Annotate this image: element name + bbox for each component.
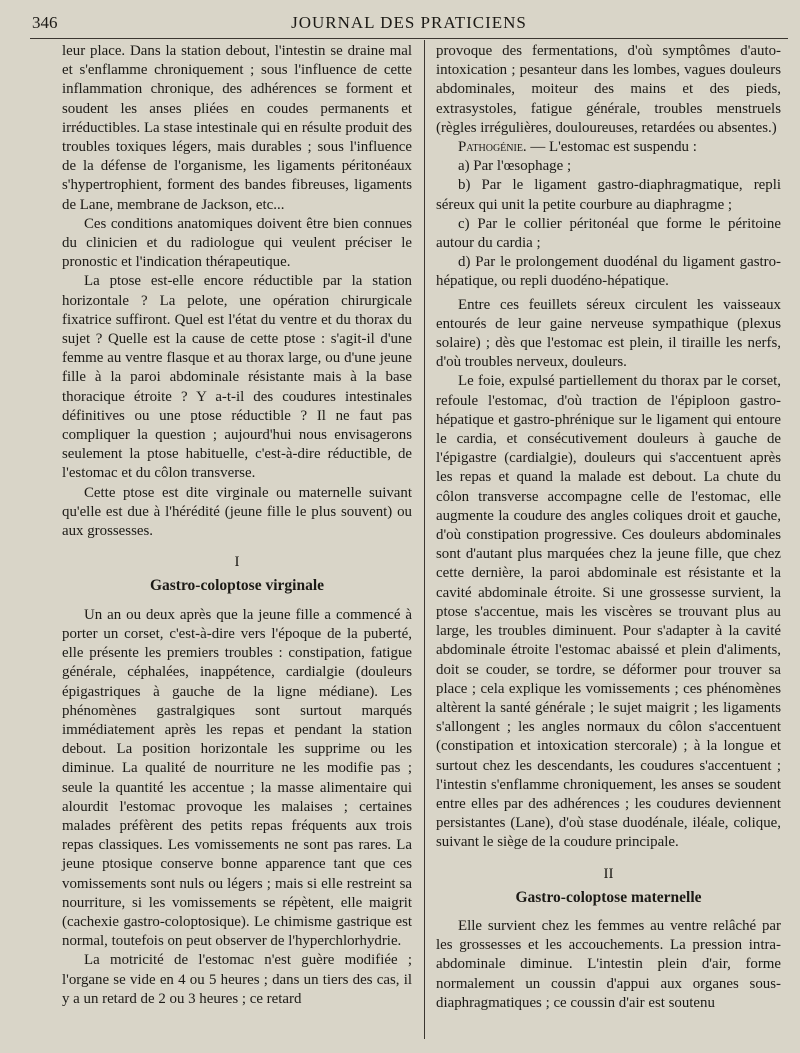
section-title: Gastro-coloptose virginale xyxy=(149,577,325,595)
paragraph: La ptose est-elle encore réductible par la station horizontale ? La pelote, une opération chirurgicale fixatrice suffiront. Quel est l'état du ventre et du thorax du sujet ? Quelle est la cause de cette ptose : s'agit-il d'une femme au ventre flasque et au thorax large, ou d'une jeune fille à la paroi abdominale résistante mais à la base thoracique étroite ? Y a-t-il des coudures intestinales définitives ou une ptose réductible ? Il ne faut pas compliquer la question ; aujourd'hui nous envisagerons seulement la ptose habituelle, c'est-à-dire réductible, de l'estomac et du côlon transverse. xyxy=(62,273,412,482)
list-item: a) Par l'œsophage ; xyxy=(458,158,572,175)
paragraph: Un an ou deux après que la jeune fille a commencé à porter un corset, c'est-à-dire vers l'époque de la puberté, elle présente les premiers troubles : constipation, fatigue générale, céphalées, inappétence, cardialgie (douleurs épigastriques à gauche de la ligne médiane). Les phénomènes gastralgiques sont surtout marqués immédiatement après les repas et pendant la station debout. La position horizontale les supprime ou les diminue. La qualité de nourriture ne les modifie pas ; seule la quantité les accentue ; la masse alimentaire qui alourdit l'estomac provoque les malaises ; certaines malades préfèrent des petits repas fréquents aux trois repas classiques. Les vomissements ne sont pas rares. La jeune ptosique conserve bonne apparence tant que ces vomissements sont nuls ou légers ; mais si elle restreint sa nourriture, si les vomissements se répètent, elle maigrit (cachexie gastro-coloptosique). Le chimisme gastrique est normal, toutefois on peut observer de l'hyperchlorhydrie. xyxy=(62,606,412,950)
journal-title: JOURNAL DES PRATICIENS xyxy=(291,13,527,32)
list-item: c) Par le collier péritonéal que forme le péritoine autour du cardia ; xyxy=(436,215,781,252)
paragraph: leur place. Dans la station debout, l'intestin se draine mal et s'enflamme chroniquement ; sous l'influence de cette inflammation chronique, des adhérences se forment et soudent les anses pliées en coudes permanents et irréductibles. La stase intestinale qui en résulte produit des troubles toxiques légers, mais durables ; sous l'influence de la défense de l'organisme, les ligaments péritonéaux s'hypertrophient, forment des bandes fibreuses, ligaments de Lane, membrane de Jackson, etc... xyxy=(62,43,412,213)
right-column xyxy=(436,42,781,1045)
left-column xyxy=(62,42,412,1045)
list-item: b) Par le ligament gastro-diaphragmatique, repli séreux qui unit la petite courbure au diaphragme ; xyxy=(436,177,781,213)
paragraph: Le foie, expulsé partiellement du thorax par le corset, refoule l'estomac, d'où traction de l'épiploon gastro-hépatique et gastro-phrénique sur le ligament qui entoure le cardia, et consécutivement douleurs à gauche de l'épigastre (cardialgie), douleurs qui s'accentuent après les repas et quand la malade est debout. La chute du côlon transverse accompagne celle de l'estomac, elle augmente la coudure des angles coliques droit et gauche, d'où constipation progressive. Ces douleurs abdominales sont d'autant plus marquées chez la jeune fille, que chez cette dernière, la paroi abdominale est résistante et la cavité abdominale étroite. Si une grossesse survient, la ptose s'accentue, mais les viscères se trouvant plus au large, les troubles diminuent. Pour s'adapter à la cavité abdominale étroite l'estomac abaissé et plein d'aliments, doit se couder, se tordre, se déformer pour trouver sa place ; cela explique les vomissements ; ces phénomènes altèrent la santé générale ; le sujet maigrit ; les ligaments s'allongent ; les angles normaux du côlon s'accentuent (constipation et intoxication stercorale) ; à la longue et surtout chez les descendants, les coudures s'accentuent ; l'intestin s'enflamme chroniquement, les anses se soudent entre elles par des adhérences ; les coudures deviennent persistantes (Lane), d'où stase duodénale, iléale, colique, suivant le siège de la coudure principale. xyxy=(436,373,781,851)
paragraph: Elle survient chez les femmes au ventre relâché par les grossesses et les accouchements. La pression intra-abdominale diminue. L'intestin plein d'air, forme normalement un coussin d'appui aux organes sous-diaphragmatiques ; ce coussin d'air est soutenu xyxy=(436,917,781,1011)
column-divider xyxy=(424,40,425,1039)
paragraph: La motricité de l'estomac n'est guère modifiée ; l'organe se vide en 4 ou 5 heures ; dans un tiers des cas, il y a un retard de 2 ou 3 heures ; ce retard xyxy=(62,952,412,1007)
page-header xyxy=(30,8,788,39)
list-item: d) Par le prolongement duodénal du ligament gastro-hépatique, ou repli duodéno-hépatique. xyxy=(436,254,781,290)
pathogenie-label: Pathogénie. xyxy=(458,139,527,156)
section-number: I xyxy=(234,554,240,571)
pathogenie-text: — L'estomac est suspendu : xyxy=(526,139,697,156)
paragraph: Ces conditions anatomiques doivent être bien connues du clinicien et du radiologue qui veulent préciser le pronostic et l'indication thérapeutique. xyxy=(62,215,412,271)
section-title: Gastro-coloptose maternelle xyxy=(515,888,702,906)
paragraph: Cette ptose est dite virginale ou maternelle suivant qu'elle est due à l'hérédité (jeune fille le plus souvent) ou aux grossesses. xyxy=(62,484,412,540)
pathogenie-heading xyxy=(436,138,781,157)
paragraph: provoque des fermentations, d'où symptômes d'auto-intoxication ; pesanteur dans les lombes, vagues douleurs abdominales, moiteur des mains et des pieds, extrasystoles, fatigue générale, troubles menstruels (règles irrégulières, douloureuses, retardées ou absentes.) xyxy=(436,43,781,136)
page-number: 346 xyxy=(32,13,58,32)
section-number: II xyxy=(603,865,614,882)
paragraph: Entre ces feuillets séreux circulent les vaisseaux entourés de leur gaine nerveuse sympathique (plexus solaire) ; dès que l'estomac est plein, il tiraille les nerfs, d'où troubles nerveux, douleurs. xyxy=(436,296,781,371)
